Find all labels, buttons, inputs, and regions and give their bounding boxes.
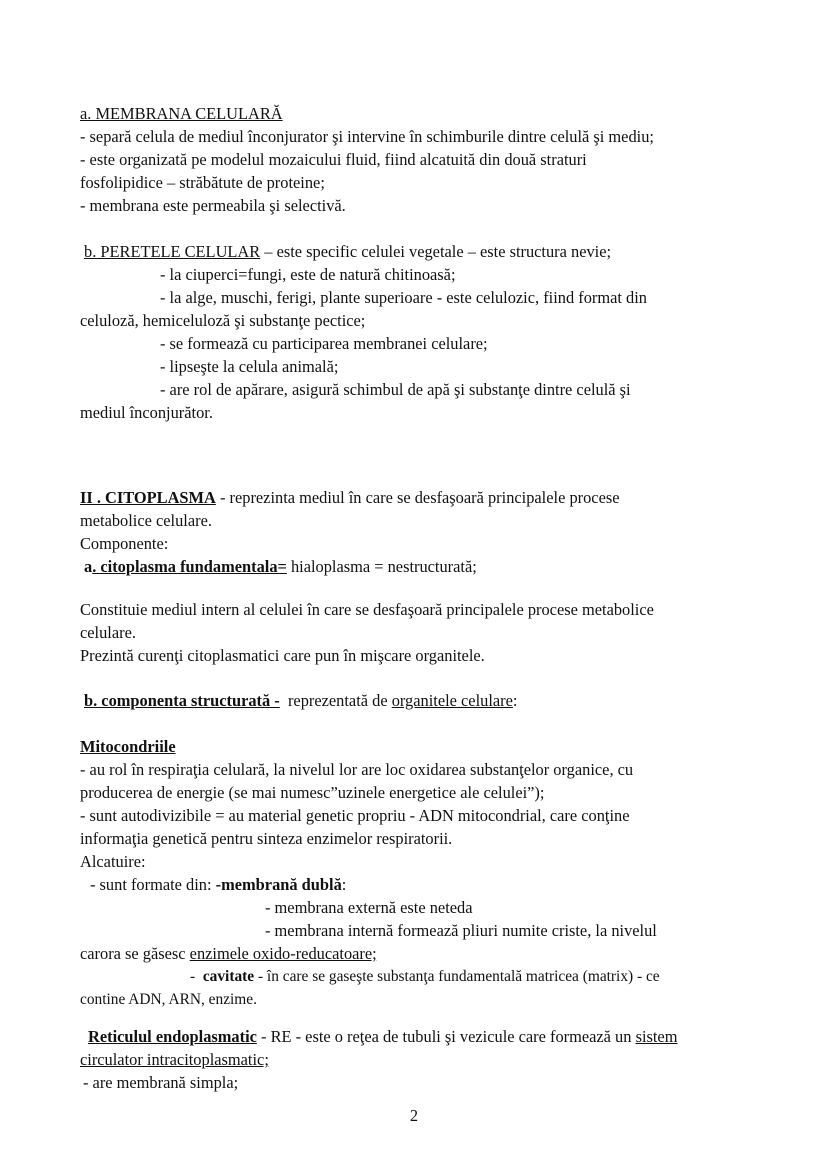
text-line: - se formează cu participarea membranei celulare;	[160, 334, 488, 353]
text-line: - lipseşte la celula animală;	[160, 357, 339, 376]
text-line: Componente:	[80, 534, 169, 553]
text-line: celulare.	[80, 623, 136, 642]
text-line: contine ADN, ARN, enzime.	[80, 991, 257, 1008]
text-line: - membrana externă este neteda	[265, 898, 473, 917]
paragraph-citoplasma	[80, 598, 760, 667]
text-line: - sunt formate din: -membrană dublă:	[90, 875, 347, 894]
text-line: - are rol de apărare, asigură schimbul de apă şi substanţe dintre celulă şi	[160, 380, 631, 399]
section-membrana	[80, 102, 760, 217]
text-line: circulator intracitoplasmatic;	[80, 1050, 269, 1069]
text-line: producerea de energie (se mai numesc”uzinele energetice ale celulei”);	[80, 783, 545, 802]
text-line: metabolice celulare.	[80, 511, 212, 530]
text-line: - membrana este permeabila şi selectivă.	[80, 196, 346, 215]
section-mitocondriile	[80, 735, 760, 1011]
text-line: - membrana internă formează pliuri numite criste, la nivelul	[265, 921, 657, 940]
section-heading: II . CITOPLASMA - reprezinta mediul în care se desfaşoară principalele procese	[80, 488, 620, 507]
text-line: informaţia genetică pentru sinteza enzimelor respiratorii.	[80, 829, 453, 848]
text-line: - la alge, muschi, ferigi, plante superioare - este celulozic, fiind format din	[160, 288, 647, 307]
text-line: carora se găsesc enzimele oxido-reducatoare;	[80, 944, 377, 963]
section-heading: Reticulul endoplasmatic - RE - este o reţea de tubuli şi vezicule care formează un sistem	[88, 1027, 678, 1046]
text-line: - cavitate - în care se gaseşte substanţa fundamentală matricea (matrix) - ce	[190, 968, 660, 985]
text-line: celuloză, hemiceluloză şi substanţe pectice;	[80, 311, 366, 330]
text-line: - are membrană simpla;	[83, 1073, 239, 1092]
section-citoplasma	[80, 486, 760, 578]
page-number: 2	[409, 1106, 419, 1125]
text-line: - la ciuperci=fungi, este de natură chitinoasă;	[160, 265, 456, 284]
text-line: Constituie mediul intern al celulei în care se desfaşoară principalele procese metabolice	[80, 600, 654, 619]
text-line: - este organizată pe modelul mozaicului fluid, fiind alcatuită din două straturi	[80, 150, 587, 169]
subheading-b: b. componenta structurată - reprezentată de organitele celulare:	[84, 691, 518, 710]
text-line: - sunt autodivizibile = au material genetic propriu - ADN mitocondrial, care conţine	[80, 806, 630, 825]
text-line: - separă celula de mediul înconjurator şi intervine în schimburile dintre celulă şi mediu;	[80, 127, 654, 146]
section-reticulul	[80, 1025, 760, 1094]
section-heading: b. PERETELE CELULAR – este specific celulei vegetale – este structura nevie;	[84, 242, 612, 261]
section-perete	[80, 240, 760, 424]
text-line: - au rol în respiraţia celulară, la nivelul lor are loc oxidarea substanţelor organice, cu	[80, 760, 634, 779]
section-heading: Mitocondriile	[80, 737, 176, 756]
subheading-a: a. citoplasma fundamentala= hialoplasma = nestructurată;	[84, 557, 477, 576]
text-line: Alcatuire:	[80, 852, 146, 871]
text-line: Prezintă curenţi citoplasmatici care pun în mişcare organitele.	[80, 646, 485, 665]
text-line: mediul înconjurător.	[80, 403, 213, 422]
section-heading: a. MEMBRANA CELULARĂ	[80, 104, 283, 123]
text-line: fosfolipidice – străbătute de proteine;	[80, 173, 325, 192]
